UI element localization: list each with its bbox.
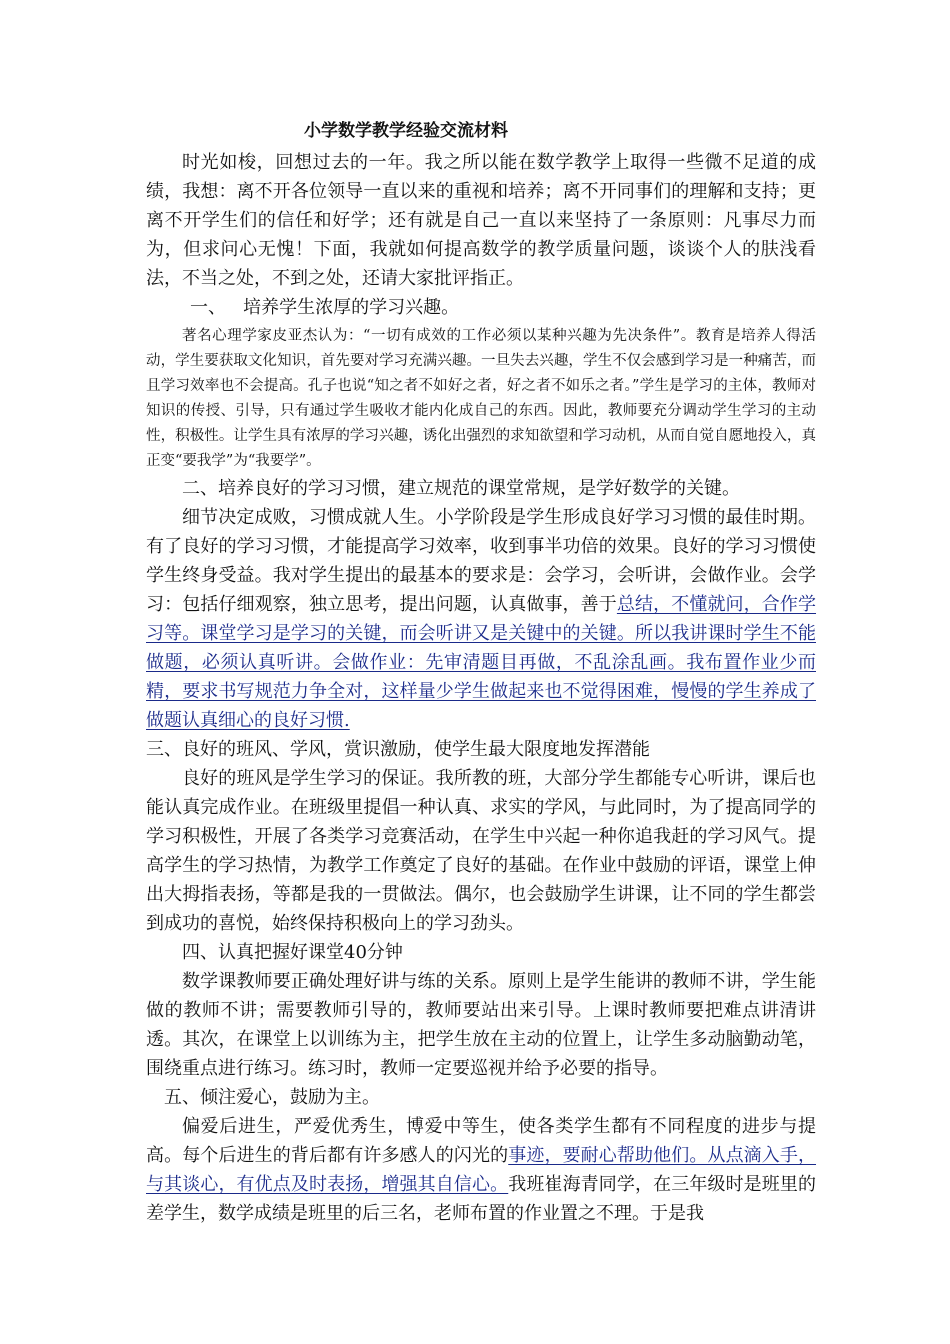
section-2-heading: 二、培养良好的学习习惯，建立规范的课堂常规，是学好数学的关键。 [182, 478, 740, 499]
section-1-heading: 一、 培养学生浓厚的学习兴趣。 [190, 297, 460, 318]
section-2-body [146, 503, 816, 735]
section-5-body-text-1: 偏爱后进生，严爱优秀生，博爱中等生，使各类学生都有不同程度的进步与提高。每个后进生的背后都有许多感人的闪光的 [146, 1116, 816, 1166]
section-5-body-link[interactable]: 事迹，要耐心帮助他们。从点滴入手，与其谈心，有优点及时表扬，增强其自信心。 [146, 1145, 817, 1195]
section-4-body: 数学课教师要正确处理好讲与练的关系。原则上是学生能讲的教师不讲，学生能做的教师不讲；需要教师引导的，教师要站出来引导。上课时教师要把难点讲清讲透。其次，在课堂上以训练为主，把学生放在主动的位置上，让学生多动脑勤动笔，围绕重点进行练习。练习时，教师一定要巡视并给予必要的指导。 [146, 971, 816, 1079]
section-3-body: 良好的班风是学生学习的保证。我所教的班，大部分学生都能专心听讲，课后也能认真完成作业。在班级里提倡一种认真、求实的学风，与此同时，为了提高同学的学习积极性，开展了各类学习竞赛活动，在学生中兴起一种你追我赶的学习风气。提高学生的学习热情，为教学工作奠定了良好的基础。在作业中鼓励的评语，课堂上伸出大拇指表扬，等都是我的一贯做法。偶尔，也会鼓励学生讲课，让不同的学生都尝到成功的喜悦，始终保持积极向上的学习劲头。 [146, 768, 816, 934]
intro-paragraph: 时光如梭，回想过去的一年。我之所以能在数学教学上取得一些微不足道的成绩，我想：离不开各位领导一直以来的重视和培养；离不开同事们的理解和支持；更离不开学生们的信任和好学；还有就是自己一直以来坚持了一条原则：凡事尽力而为，但求问心无愧！下面，我就如何提高数学的教学质量问题，谈谈个人的肤浅看法，不当之处，不到之处，还请大家批评指正。 [146, 152, 816, 289]
section-5-body [146, 1112, 816, 1228]
document-title: 小学数学教学经验交流材料 [304, 121, 508, 141]
section-4-heading: 四、认真把握好课堂40分钟 [182, 942, 403, 963]
section-3-heading: 三、良好的班风、学风，赏识激励，使学生最大限度地发挥潜能 [146, 739, 650, 760]
section-2-body-text: 细节决定成败，习惯成就人生。小学阶段是学生形成良好学习习惯的最佳时期。有了良好的学习习惯，才能提高学习效率，收到事半功倍的效果。良好的学习习惯使学生终身受益。我对学生提出的最基本的要求是：会学习，会听讲，会做作业。会学习：包括仔细观察，独立思考，提出问题，认真做事，善于 [146, 507, 816, 615]
section-1-body: 著名心理学家皮亚杰认为：“一切有成效的工作必须以某种兴趣为先决条件”。教育是培养人得活动，学生要获取文化知识，首先要对学习充满兴趣。一旦失去兴趣，学生不仅会感到学习是一种痛苦，而且学习效率也不会提高。孔子也说“知之者不如好之者，好之者不如乐之者。”学生是学习的主体，教师对知识的传授、引导，只有通过学生吸收才能内化成自己的东西。因此，教师要充分调动学生学习的主动性，积极性。让学生具有浓厚的学习兴趣，诱化出强烈的求知欲望和学习动机，从而自觉自愿地投入，真正变“要我学”为“我要学”。 [146, 328, 816, 469]
section-5-body-text-2: 我班崔海青同学，在三年级时是班里的差学生，数学成绩是班里的后三名，老师布置的作业置之不理。于是我 [146, 1174, 817, 1224]
document-page [146, 118, 816, 1228]
section-5-heading: 五、倾注爱心，鼓励为主。 [164, 1087, 380, 1108]
section-2-body-link[interactable]: 总结，不懂就问，合作学习等。课堂学习是学习的关键，而会听讲又是关键中的关键。所以我讲课时学生不能做题，必须认真听讲。会做作业：先审清题目再做，不乱涂乱画。我布置作业少而精，要求书写规范力争全对，这样量少学生做起来也不觉得困难，慢慢的学生养成了做题认真细心的良好习惯. [146, 594, 817, 731]
